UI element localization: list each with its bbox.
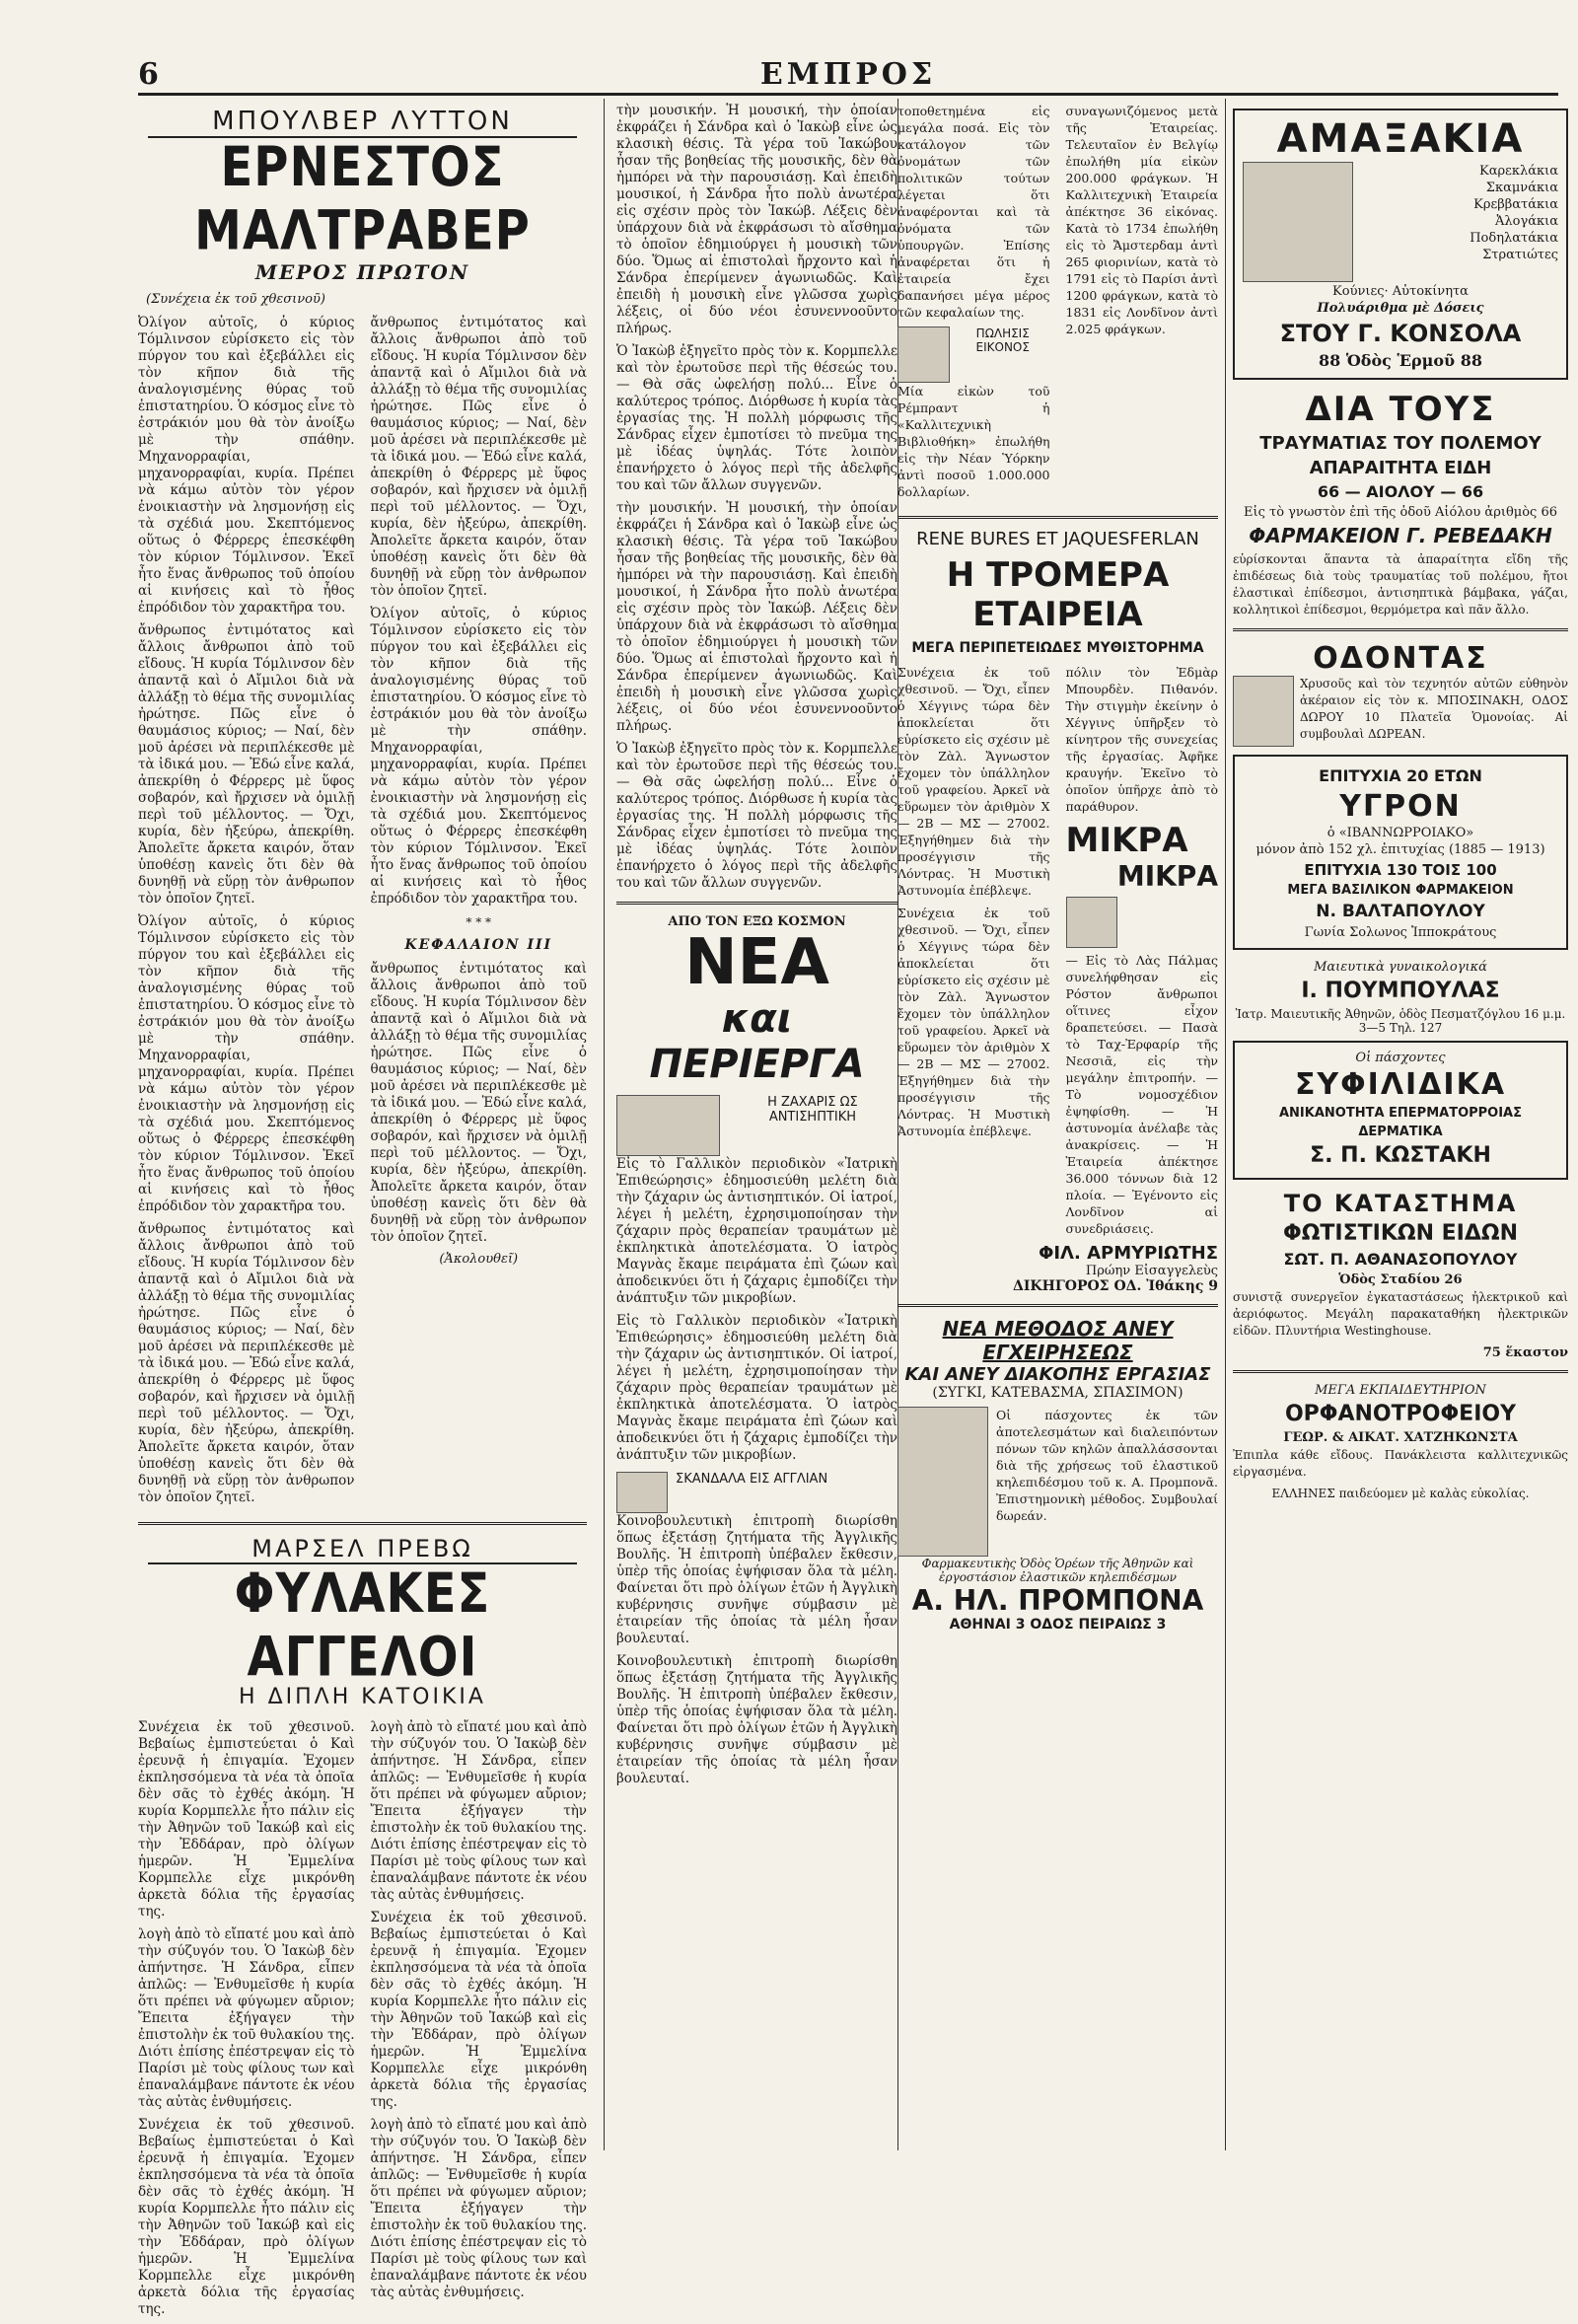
ad-ygron-pharmacy: ΜΕΓΑ ΒΑΣΙΛΙΚΟΝ ΦΑΡΜΑΚΕΙΟΝ [1287, 883, 1514, 898]
ad-item: Ἀλογάκια [1494, 214, 1558, 229]
method-footer: Φαρμακευτικὴς Ὁδὸς Ὁρέων τῆς Ἀθηνῶν καὶ ἐργοστάσιον ἐλαστικῶν κηλεπιδέσμων [921, 1557, 1194, 1584]
ad-syphilis-mid2: ΔΕΡΜΑΤΙΚΑ [1358, 1125, 1443, 1139]
serial2-text: λογὴ ἀπὸ τὸ εἴπατέ μου καὶ ἀπὸ τὴν σύζυγόν του. Ὁ Ἰακὼβ δὲν ἀπήντησε. Ἡ Σάνδρα, εἶπεν ἁπλῶς: — Ἐνθυμεῖσθε ἡ κυρία ὅτι πρέπει νὰ φύγωμεν αὔριον; Ἔπειτα ἐξήγαγεν τὴν ἐπιστολὴν ἐκ τοῦ θυλακίου της. Διότι ἐπίσης ἐπέστρεψαν εἰς τὸ Παρίσι μὲ τοὺς φίλους των καὶ ἐπαναλάμβανε πάντοτε ἐκ νέου τὰς αὐτὰς ἐνθυμήσεις. [370, 1719, 587, 1903]
serial2-text: λογὴ ἀπὸ τὸ εἴπατέ μου καὶ ἀπὸ τὴν σύζυγόν του. Ὁ Ἰακὼβ δὲν ἀπήντησε. Ἡ Σάνδρα, εἶπεν ἁπλῶς: — Ἐνθυμεῖσθε ἡ κυρία ὅτι πρέπει νὰ φύγωμεν αὔριον; Ἔπειτα ἐξήγαγεν τὴν ἐπιστολὴν ἐκ τοῦ θυλακίου της. Διότι ἐπίσης ἐπέστρεψαν εἰς τὸ Παρίσι μὲ τοὺς φίλους των καὶ ἐπαναλάμβανε πάντοτε ἐκ νέου τὰς αὐτὰς ἐνθυμήσεις. [370, 2117, 587, 2300]
chapter-heading: ΚΕΦΑΛΑΙΟΝ ΙΙΙ [404, 937, 553, 953]
article-text: συναγωνιζόμενος μετὰ τῆς Ἑταιρείας. Τελευταῖον ἐν Βελγίῳ ἐπωλήθη μία εἰκὼν 200.000 φράγκων. Ἡ Καλλιτεχνικὴ Ἑταιρεία ἀπέκτησε 36 εἰκόνας. Κατὰ τὸ 1734 ἐπωλήθη εἰς τὸ Ἄμστερδαμ ἀντὶ 265 φιορινίων, κατὰ τὸ 1791 εἰς τὸ Παρίσι ἀντὶ 1200 φράγκων, κατὰ τὸ 1831 εἰς Λονδῖνον ἀντὶ 2.025 φράγκων. [1065, 104, 1218, 336]
ad-trauma-number: 66 — ΑΙΟΛΟΥ — 66 [1317, 482, 1484, 501]
ad-syphilis-title: ΣΥΦΙΛΙΔΙΚΑ [1294, 1067, 1507, 1102]
ad-lighting-title: ΤΟ ΚΑΤΑΣΤΗΜΑ [1283, 1190, 1518, 1217]
ad-ygron-address: Γωνία Σολωνος Ἱπποκράτους [1304, 925, 1497, 940]
serial3-body [897, 664, 1218, 1243]
serial-signoff: (Ἀκολουθεῖ) [439, 1252, 519, 1267]
serial2-text: Συνέχεια ἐκ τοῦ χθεσινοῦ. Βεβαίως ἐμπιστεύεται ὁ Καὶ ἐρευνᾷ ἡ ἐπιγαμία. Ἐχομεν ἐκπλησσόμενα τὰ νέα τὰ ὁποῖα δὲν σᾶς τὸ ἐχθές ἀκόμη. Ἡ κυρία Κορμπελλε ἦτο πάλιν εἰς τὴν Ἀθηνῶν τοῦ Ἰακώβ καὶ εἰς τὴν Ἐδδάραν, πρὸ ὀλίγων ἡμερῶν. Ἡ Ἐμμελίνα Κορμπελλε εἶχε μικρόνθη ἀρκετὰ δόλια τῆς ἐργασίας της. [138, 1719, 355, 1920]
ad-lighting-price: 75 ἕκαστον [1482, 1345, 1568, 1360]
serial2-text: Συνέχεια ἐκ τοῦ χθεσινοῦ. Βεβαίως ἐμπιστεύεται ὁ Καὶ ἐρευνᾷ ἡ ἐπιγαμία. Ἐχομεν ἐκπλησσόμενα τὰ νέα τὰ ὁποῖα δὲν σᾶς τὸ ἐχθές ἀκόμη. Ἡ κυρία Κορμπελλε ἦτο πάλιν εἰς τὴν Ἀθηνῶν τοῦ Ἰακώβ καὶ εἰς τὴν Ἐδδάραν, πρὸ ὀλίγων ἡμερῶν. Ἡ Ἐμμελίνα Κορμπελλε εἶχε μικρόνθη ἀρκετὰ δόλια τῆς ἐργασίας της. [138, 2117, 355, 2317]
newspaper-name: ΕΜΠΡΟΣ [759, 57, 937, 92]
serial3-text: Συνέχεια ἐκ τοῦ χθεσινοῦ. — Ὄχι, εἶπεν ὁ Χέγγινς τώρα δὲν ἀποκλείεται ὅτι εὑρίσκετο εἰς σχέσιν μὲ τὸν Ζὰλ. Ἄγνωστον ἔχομεν τὸν ὑπάλληλον τοῦ γραφείου. Ἀρκεῖ νὰ εὕρωμεν τὸν ἀριθμὸν Χ — 2Β — ΜΣ — 27002. Ἐξηγήθημεν διὰ τὴν προσέγγισιν τῆς Λόντρας. Ἡ Μυστικὴ Ἀστυνομία ἐπέβλεψε. [897, 906, 1050, 1138]
serial-title: ΕΡΝΕΣΤΟΣ ΜΑΛΤΡΑΒΕΡ [194, 135, 531, 263]
sugar-text: Εἰς τὸ Γαλλικὸν περιοδικὸν «Ἰατρικὴ Ἐπιθεώρησις» ἐδημοσιεύθη μελέτη διὰ τὴν ζάχαριν ὡς ἀντισηπτικόν. Οἱ ἰατροί, λέγει ἡ μελέτη, ἐχρησιμοποίησαν τὴν ζάχαριν πρὸς θεραπείαν τραυμάτων μὲ ἐκπληκτικὰ ἀποτελέσματα. Ὁ ἰατρὸς Μαγνὰς ἔκαμε πειράματα ἐπὶ ζώων καὶ ἀποδεικνύει ὅτι ἡ ζάχαρις ἐμποδίζει τὴν ἀνάπτυξιν τῶν μικροβίων. [616, 1156, 897, 1306]
ad-ygron [1233, 755, 1568, 950]
divider [1233, 1370, 1568, 1373]
ad-syphilis-name: Σ. Π. ΚΩΣΤΑΚΗ [1310, 1143, 1491, 1168]
scandal-block [616, 1472, 897, 1513]
ad-orphan-footer: ΕΛΛΗΝΕΣ παιδεύομεν μὲ καλὰς εὐκολίας. [1271, 1487, 1530, 1500]
ad-shop: ΣΤΟΥ Γ. ΚΟΝΣΟΛΑ [1279, 320, 1522, 347]
ad-trauma-title: ΔΙΑ ΤΟΥΣ [1305, 390, 1496, 429]
serial3-subtitle: ΜΕΓΑ ΠΕΡΙΠΕΤΕΙΩΔΕΣ ΜΥΘΙΣΤΟΡΗΜΑ [911, 640, 1204, 656]
method-subtitle: ΚΑΙ ΑΝΕΥ ΔΙΑΚΟΠΗΣ ΕΡΓΑΣΙΑΣ [904, 1364, 1211, 1385]
column-serial-novels [138, 103, 587, 2317]
lawyer-title: Πρώην Εἰσαγγελεὺς [1085, 1264, 1218, 1278]
lawyer-name: ΦΙΛ. ΑΡΜΥΡΙΩΤΗΣ [1039, 1243, 1218, 1264]
serial2-author: ΜΑΡΣΕΛ ΠΡΕΒΩ [148, 1535, 577, 1564]
divider [138, 1522, 587, 1525]
column-news [616, 103, 897, 2142]
page-number: 6 [138, 57, 159, 92]
teeth-illustration [1233, 676, 1294, 747]
ad-orphan-text: Ἐπιπλα κάθε εἴδους. Πανάκλειστα καλλιτεχνικῶς εἰργασμένα. [1233, 1448, 1568, 1479]
mikra-title: ΜΙΚΡΑ [1065, 821, 1188, 860]
ad-teeth-body [1233, 676, 1568, 749]
ad-ygron-top: ΕΠΙΤΥΧΙΑ 20 ΕΤΩΝ [1319, 766, 1482, 785]
ad-amaxakia [1233, 109, 1568, 380]
ad-ygron-pharmacy2: Ν. ΒΑΛΤΑΠΟΥΛΟΥ [1316, 902, 1485, 921]
section-title-nea: ΝΕΑ [684, 926, 829, 999]
ad-orphan-sub: ΓΕΩΡ. & ΑΙΚΑΤ. ΧΑΤΖΗΚΩΝΣΤΑ [1283, 1430, 1518, 1445]
serial-part: ΜΕΡΟΣ ΠΡΩΤΟΝ [254, 260, 470, 284]
article-text: Ὁ Ἰακὼβ ἐξηγεῖτο πρὸς τὸν κ. Κορμπελλε καὶ τὸν ἐρωτοῦσε περὶ τῆς θέσεώς του. — Θὰ σᾶς ὠφελήσῃ πολύ... Εἶνε ὁ καλύτερος τρόπος. Διόρθωσε ἡ κυρία τὰς ἐργασίας της. Ἡ πολλὴ μόρφωσις τῆς Σάνδρας εἶχεν ἐμποτίσει τὸ πνεῦμα της μὲ ἰδέας ὑψηλάς. Τότε λοιπὸν ἐπανήρχετο ὁ λόγος περὶ τῆς ἀδελφῆς του καὶ τῶν ἄλλων συγγενῶν. [616, 343, 897, 493]
paintings-block [897, 327, 1050, 383]
cow-illustration [616, 1095, 720, 1156]
serial-body [138, 315, 587, 1512]
lawyer-address: ΔΙΚΗΓΟΡΟΣ ΟΔ. Ἰθάκης 9 [1013, 1278, 1218, 1294]
rooster-illustration [1066, 897, 1117, 948]
article-text: τοποθετημένα εἰς μεγάλα ποσά. Εἰς τὸν κατάλογον τῶν ὀνομάτων τῶν πολιτικῶν τούτων λέγεται ὅτι ἀναφέρονται καὶ τὰ ὀνόματα τῶν ὑπουργῶν. Ἐπίσης ἀναφέρεται ὅτι ἡ ἐταιρεία ἔχει δαπανήσει μέγα μέρος τῶν κεφαλαίων της. [897, 104, 1050, 320]
sugar-heading: Η ΖΑΧΑΡΙΣ ΩΣ ΑΝΤΙΣΗΠΤΙΚΗ [767, 1095, 858, 1125]
scandal-heading: ΣΚΑΝΔΑΛΑ ΕΙΣ ΑΓΓΛΙΑΝ [676, 1472, 828, 1487]
article-text: τὴν μουσικήν. Ἡ μουσική, τὴν ὁποίαν ἐκφράζει ἡ Σάνδρα καὶ ὁ Ἰακὼβ εἶνε ὡς κλασικὴ θέσις. Τὰ γέρα τοῦ Ἰακώβου ἦσαν τῆς βοηθείας τῆς μουσικῆς, δὲν θὰ ἠμπόρει νὰ τὴν παρουσιάσῃ. Καὶ ἐπειδὴ μουσικοί, ἡ Σάνδρα ἦτο πολὺ ἀνωτέρα εἰς σχέσιν πρὸς τὸν Ἰακώβ. Λέξεις δὲν ὑπάρχουν διὰ νὰ ἐκφράσωσι τὸ αἴσθημα τὸ ὁποῖον ἐδημιούργει ἡ μουσικὴ τῶν δύο. Ὅμως αἱ ἐπιστολαὶ ἤρχοντο καὶ ἡ Σάνδρα ἐπερίμενεν ἀγωνιωδῶς. Καὶ ἐπειδὴ ἡ μουσικὴ εἶνε γλῶσσα χωρὶς λέξεις, οἱ δύο νέοι ἐσυνεννοοῦντο πλήρως. [616, 500, 897, 734]
paintings-text: Μία εἰκὼν τοῦ Ρέμπραντ ἡ «Καλλιτεχνικὴ Βιβλιοθήκη» ἐπωλήθη εἰς τὴν Νέαν Ὑόρκην ἀντὶ ποσοῦ 1.000.000 δολλαρίων. [897, 384, 1050, 499]
serial2-text: Συνέχεια ἐκ τοῦ χθεσινοῦ. Βεβαίως ἐμπιστεύεται ὁ Καὶ ἐρευνᾷ ἡ ἐπιγαμία. Ἐχομεν ἐκπλησσόμενα τὰ νέα τὰ ὁποῖα δὲν σᾶς τὸ ἐχθές ἀκόμη. Ἡ κυρία Κορμπελλε ἦτο πάλιν εἰς τὴν Ἀθηνῶν τοῦ Ἰακώβ καὶ εἰς τὴν Ἐδδάραν, πρὸ ὀλίγων ἡμερῶν. Ἡ Ἐμμελίνα Κορμπελλε εἶχε μικρόνθη ἀρκετὰ δόλια τῆς ἐργασίας της. [370, 1910, 587, 2110]
sheep-illustration [616, 1472, 668, 1513]
divider [1233, 628, 1568, 631]
ad-address: 88 Ὁδὸς Ἑρμοῦ 88 [1319, 351, 1482, 370]
divider [897, 1304, 1218, 1307]
ad-ygron-title: ΥΓΡΟΝ [1339, 789, 1462, 824]
ad-item: Καρεκλάκια [1478, 164, 1558, 179]
ad-doctor-name: Ι. ΠΟΥΜΠΟΥΛΑΣ [1301, 979, 1500, 1003]
serial3-title: Η ΤΡΟΜΕΡΑ ΕΤΑΙΡΕΙΑ [946, 555, 1170, 634]
method-text: Οἱ πάσχοντες ἐκ τῶν ἀποτελεσμάτων καὶ διαλειπόντων πόνων τῶν κηλῶν ἀπαλλάσσονται διὰ τῆς χρήσεως τοῦ ἐλαστικοῦ κηλεπιδέσμου τοῦ κ. Α. Προμπονᾶ. Ἐπιστημονικὴ μέθοδος. Συμβουλαί δωρεάν. [996, 1408, 1218, 1523]
serial2-body [138, 1719, 587, 2324]
ad-doctor-line: Ἰατρ. Μαιευτικῆς Ἀθηνῶν, ὁδὸς Πεσματζόγλου 16 μ.μ. 3—5 Τηλ. 127 [1235, 1007, 1566, 1035]
serial2-title: ΦΥΛΑΚΕΣ ΑΓΓΕΛΟΙ [234, 1561, 491, 1690]
serial-continuation: (Συνέχεια ἐκ τοῦ χθεσινοῦ) [146, 292, 325, 307]
star-separator: * * * [466, 915, 492, 929]
method-name: Α. ΗΛ. ΠΡΟΜΠΟΝΑ [911, 1584, 1204, 1617]
dog-illustration [897, 327, 950, 383]
sugar-text: Εἰς τὸ Γαλλικὸν περιοδικὸν «Ἰατρικὴ Ἐπιθεώρησις» ἐδημοσιεύθη μελέτη διὰ τὴν ζάχαριν ὡς ἀντισηπτικόν. Οἱ ἰατροί, λέγει ἡ μελέτη, ἐχρησιμοποίησαν τὴν ζάχαριν πρὸς θεραπείαν τραυμάτων μὲ ἐκπληκτικὰ ἀποτελέσματα. Ὁ ἰατρὸς Μαγνὰς ἔκαμε πειράματα ἐπὶ ζώων καὶ ἀποδεικνύει ὅτι ἡ ζάχαρις ἐμποδίζει τὴν ἀνάπτυξιν τῶν μικροβίων. [616, 1313, 897, 1463]
serial3-text: Συνέχεια ἐκ τοῦ χθεσινοῦ. — Ὄχι, εἶπεν ὁ Χέγγινς τώρα δὲν ἀποκλείεται ὅτι εὑρίσκετο εἰς σχέσιν μὲ τὸν Ζὰλ. Ἄγνωστον ἔχομεν τὸν ὑπάλληλον τοῦ γραφείου. Ἀρκεῖ νὰ εὕρωμεν τὸν ἀριθμὸν Χ — 2Β — ΜΣ — 27002. Ἐξηγήθημεν διὰ τὴν προσέγγισιν τῆς Λόντρας. Ἡ Μυστικὴ Ἀστυνομία ἐπέβλεψε. [897, 665, 1050, 898]
ad-lighting-address: Ὁδὸς Σταδίου 26 [1338, 1272, 1463, 1287]
column-rule [1225, 99, 1226, 2150]
ad-line: Κούνιες· Αὐτοκίνητα [1332, 284, 1469, 299]
paintings-heading: ΠΩΛΗΣΙΣ ΕΙΚΟΝΟΣ [975, 327, 1030, 354]
ad-doctor-pre: Μαιευτικὰ γυναικολογικά [1314, 960, 1487, 975]
ad-items [1359, 162, 1558, 282]
serial3-author: RENE BURES ET JAQUESFERLAN [916, 529, 1199, 549]
section-title-periega: και ΠΕΡΙΕΡΓΑ [649, 996, 865, 1087]
ad-item: Σκαμνάκια [1485, 181, 1558, 195]
man-illustration [897, 1407, 988, 1557]
top-articles [897, 103, 1218, 506]
page-header [138, 57, 1558, 96]
method-title: ΝΕΑ ΜΕΘΟΔΟΣ ΑΝΕΥ ΕΓΧΕΙΡΗΣΕΩΣ [942, 1317, 1174, 1364]
ad-body [1243, 162, 1558, 282]
serial-text: Ὀλίγον αὐτοῖς, ὁ κύριος Τόμλινσον εὑρίσκετο εἰς τὸν πύργον του καὶ ἐξεβάλλει εἰς τὸν κῆπον διὰ τῆς ἀναλογισμένης θύρας τοῦ ἐπιστατηρίου. Ὁ κόσμος εἶνε τὸ ἐστράκιόν μου θὰ τὸν ἀνοίξω μὲ τὴν σπάθην. Μηχανορραφίαι, μηχανορραφίαι, κυρία. Πρέπει νὰ κάμω αὐτὸν τὸν γέρον ἐνοικιαστὴν νὰ λησμονήσῃ εἰς τὰ σχέδιά μου. Σκεπτόμενος οὕτως ὁ Φέρρερς ἐπεσκέφθη τὸν κύριον Τόμλινσον. Ἐκεῖ ἦτο ἕνας ἄνθρωπος τοῦ ὁποίου αἱ κινήσεις καὶ τὸ ἦθος ἐπρόδιδον τὸν χαρακτῆρα του. [138, 913, 355, 1214]
sugar-block [616, 1095, 897, 1156]
ad-ygron-sub: ὁ «ΙΒΑΝΝΩΡΡΟΙΑΚΟ» [1327, 826, 1474, 840]
serial-text: ἄνθρωπος ἐντιμότατος καὶ ἄλλοις ἄνθρωποι ἀπὸ τοῦ εἴδους. Ἡ κυρία Τόμλινσον δὲν ἀπαντᾷ καὶ ὁ Αἴμιλοι διὰ νὰ ἀλλάξῃ τὸ θέμα τῆς συνομιλίας ἠρώτησε. Πῶς εἶνε ὁ θαυμάσιος κύριος; — Ναί, δὲν μοῦ ἀρέσει νὰ περιπλέκεσθε μὲ τὰ ἰδικά μου. — Ἐδώ εἶνε καλά, ἀπεκρίθη ὁ Φέρρερς μὲ ὕφος σοβαρόν, καὶ ἤρχισεν νὰ ὁμιλῇ περὶ τοῦ μέλλοντος. — Ὄχι, κυρία, δὲν ἠξεύρω, ἀπεκρίθη. Ἀπολεῖτε ἄρκετα καιρόν, ὅταν ὑποθέσῃ κανεὶς ὅτι δὲν θὰ δυνηθῇ νὰ εὕρῃ τὸν ἀνθρωπον τὸν ὁποῖον ζητεῖ. [138, 1221, 355, 1505]
ad-syphilis-pre: Οἱ πάσχοντες [1355, 1051, 1446, 1065]
ad-ygron-text: μόνον ἀπὸ 152 χλ. ἐπιτυχίας (1885 — 1913) [1255, 842, 1545, 857]
method-address: ΑΘΗΝΑΙ 3 ΟΔΟΣ ΠΕΙΡΑΙΩΣ 3 [949, 1617, 1167, 1633]
ad-trauma-sub: ΤΡΑΥΜΑΤΙΑΣ ΤΟΥ ΠΟΛΕΜΟΥ [1259, 433, 1542, 454]
ad-orphan-pre: ΜΕΓΑ ΕΚΠΑΙΔΕΥΤΗΡΙΟΝ [1315, 1383, 1486, 1398]
serial3-text: πόλιν τὸν Ἐδμὰρ Μπουρδὲν. Πιθανόν. Τὴν στιγμὴν ἐκείνην ὁ Χέγγινς ὑπῆρξεν τὸ κίνητρον τῆς συνεχείας τῆς ἐργασίας. Ἀφῆκε κραυγήν. Ἐκεῖνο τὸ ὁποῖον ὑπῆρχε ἀπὸ τὸ παράθυρον. [1065, 665, 1218, 814]
serial-text: Ὀλίγον αὐτοῖς, ὁ κύριος Τόμλινσον εὑρίσκετο εἰς τὸν πύργον του καὶ ἐξεβάλλει εἰς τὸν κῆπον διὰ τῆς ἀναλογισμένης θύρας τοῦ ἐπιστατηρίου. Ὁ κόσμος εἶνε τὸ ἐστράκιόν μου θὰ τὸν ἀνοίξω μὲ τὴν σπάθην. Μηχανορραφίαι, μηχανορραφίαι, κυρία. Πρέπει νὰ κάμω αὐτὸν τὸν γέρον ἐνοικιαστὴν νὰ λησμονήσῃ εἰς τὰ σχέδιά μου. Σκεπτόμενος οὕτως ὁ Φέρρερς ἐπεσκέφθη τὸν κύριον Τόμλινσον. Ἐκεῖ ἦτο ἕνας ἄνθρωπος τοῦ ὁποίου αἱ κινήσεις καὶ τὸ ἦθος ἐπρόδιδον τὸν χαρακτῆρα του. [370, 606, 587, 907]
pram-illustration [1243, 162, 1353, 282]
ad-trauma-sub2: ΑΠΑΡΑΙΤΗΤΑ ΕΙΔΗ [1309, 458, 1492, 478]
ad-ygron-head: ΕΠΙΤΥΧΙΑ 130 ΤΟΙΣ 100 [1304, 861, 1497, 879]
method-subtitle2: (ΣΥΓΚΙ, ΚΑΤΕΒΑΣΜΑ, ΣΠΑΣΙΜΟΝ) [932, 1385, 1184, 1401]
ad-line: Πολυάριθμα μὲ Δόσεις [1317, 301, 1484, 316]
section-kicker: ΑΠΟ ΤΟΝ ΕΞΩ ΚΟΣΜΟΝ [668, 914, 846, 929]
serial-text: ἄνθρωπος ἐντιμότατος καὶ ἄλλοις ἄνθρωποι ἀπὸ τοῦ εἴδους. Ἡ κυρία Τόμλινσον δὲν ἀπαντᾷ καὶ ὁ Αἴμιλοι διὰ νὰ ἀλλάξῃ τὸ θέμα τῆς συνομιλίας ἠρώτησε. Πῶς εἶνε ὁ θαυμάσιος κύριος; — Ναί, δὲν μοῦ ἀρέσει νὰ περιπλέκεσθε μὲ τὰ ἰδικά μου. — Ἐδώ εἶνε καλά, ἀπεκρίθη ὁ Φέρρερς μὲ ὕφος σοβαρόν, καὶ ἤρχισεν νὰ ὁμιλῇ περὶ τοῦ μέλλοντος. — Ὄχι, κυρία, δὲν ἠξεύρω, ἀπεκρίθη. Ἀπολεῖτε ἄρκετα καιρόν, ὅταν ὑποθέσῃ κανεὶς ὅτι δὲν θὰ δυνηθῇ νὰ εὕρῃ τὸν ἀνθρωπον τὸν ὁποῖον ζητεῖ. [370, 315, 587, 599]
ad-lighting-sub: ΦΩΤΙΣΤΙΚΩΝ ΕΙΔΩΝ [1283, 1221, 1518, 1246]
ad-syphilis [1233, 1041, 1568, 1180]
ad-lighting-text: συνιστᾷ συνεργεῖον ἐγκαταστάσεως ἠλεκτρικοῦ καὶ ἀεριόφωτος. Μεγάλη παρακαταθήκη ἠλεκτρικῶν εἰδῶν. Πλυντήρια Westinghouse. [1233, 1290, 1568, 1338]
serial-author: ΜΠΟΥΛΒΕΡ ΛΥΤΤΟΝ [148, 107, 577, 138]
ad-lighting-name: ΣΩΤ. Π. ΑΘΑΝΑΣΟΠΟΥΛΟΥ [1283, 1250, 1518, 1269]
divider [897, 516, 1218, 519]
serial-text: ἄνθρωπος ἐντιμότατος καὶ ἄλλοις ἄνθρωποι ἀπὸ τοῦ εἴδους. Ἡ κυρία Τόμλινσον δὲν ἀπαντᾷ καὶ ὁ Αἴμιλοι διὰ νὰ ἀλλάξῃ τὸ θέμα τῆς συνομιλίας ἠρώτησε. Πῶς εἶνε ὁ θαυμάσιος κύριος; — Ναί, δὲν μοῦ ἀρέσει νὰ περιπλέκεσθε μὲ τὰ ἰδικά μου. — Ἐδώ εἶνε καλά, ἀπεκρίθη ὁ Φέρρερς μὲ ὕφος σοβαρόν, καὶ ἤρχισεν νὰ ὁμιλῇ περὶ τοῦ μέλλοντος. — Ὄχι, κυρία, δὲν ἠξεύρω, ἀπεκρίθη. Ἀπολεῖτε ἄρκετα καιρόν, ὅταν ὑποθέσῃ κανεὶς ὅτι δὲν θὰ δυνηθῇ νὰ εὕρῃ τὸν ἀνθρωπον τὸν ὁποῖον ζητεῖ. [138, 622, 355, 907]
ad-trauma-line: Εἰς τὸ γνωστὸν ἐπὶ τῆς ὁδοῦ Αἰόλου ἀριθμὸς 66 [1244, 505, 1557, 520]
ad-trauma-pharmacy: ΦΑΡΜΑΚΕΙΟΝ Γ. ΡΕΒΕΔΑΚΗ [1249, 524, 1552, 547]
ad-teeth-text: Χρυσοῦς καὶ τὸν τεχνητόν αὐτῶν εὐθηνὸν ἀκέραιον εἰς τὸν κ. ΜΠΟΣΙΝΑΚΗ, ΟΔΟΣ ΔΩΡΟΥ 10 Πλατεῖα Ὁμονοίας. Αἱ συμβουλαὶ ΔΩΡΕΑΝ. [1300, 677, 1568, 741]
column-rule [604, 99, 605, 2150]
ad-title: ΑΜΑΞΑΚΙΑ [1276, 116, 1525, 162]
mikra-text: — Εἰς τὸ Λὰς Πάλμας συνελήφθησαν εἰς Ρόστον ἄνθρωποι οἵτινες εἶχον δραπετεύσει. — Πασὰ τὸ Ταχ-Ἐρφαρίρ τῆς Νεσσιᾶ, εἰς τὴν μεγάλην ἐπιτροπήν. — Τὸ νομοσχέδιον ἐψηφίσθη. — Ἡ ἀστυνομία ἀνέλαβε τὰς ἀνακρίσεις. — Ἡ Ἑταιρεία ἀπέκτησε 36.000 τόννων διὰ 12 πλοία. — Ἐγένοντο εἰς Λονδῖνον αἱ συνεδριάσεις. [1065, 953, 1218, 1236]
column-serial-ads [897, 103, 1218, 2142]
article-text: Ὁ Ἰακὼβ ἐξηγεῖτο πρὸς τὸν κ. Κορμπελλε καὶ τὸν ἐρωτοῦσε περὶ τῆς θέσεώς του. — Θὰ σᾶς ὠφελήσῃ πολύ... Εἶνε ὁ καλύτερος τρόπος. Διόρθωσε ἡ κυρία τὰς ἐργασίας της. Ἡ πολλὴ μόρφωσις τῆς Σάνδρας εἶχεν ἐμποτίσει τὸ πνεῦμα της μὲ ἰδέας ὑψηλάς. Τότε λοιπὸν ἐπανήρχετο ὁ λόγος περὶ τῆς ἀδελφῆς του καὶ τῶν ἄλλων συγγενῶν. [616, 741, 897, 891]
article-text: τὴν μουσικήν. Ἡ μουσική, τὴν ὁποίαν ἐκφράζει ἡ Σάνδρα καὶ ὁ Ἰακὼβ εἶνε ὡς κλασικὴ θέσις. Τὰ γέρα τοῦ Ἰακώβου ἦσαν τῆς βοηθείας τῆς μουσικῆς, δὲν θὰ ἠμπόρει νὰ τὴν παρουσιάσῃ. Καὶ ἐπειδὴ μουσικοί, ἡ Σάνδρα ἦτο πολὺ ἀνωτέρα εἰς σχέσιν πρὸς τὸν Ἰακώβ. Λέξεις δὲν ὑπάρχουν διὰ νὰ ἐκφράσωσι τὸ αἴσθημα τὸ ὁποῖον ἐδημιούργει ἡ μουσικὴ τῶν δύο. Ὅμως αἱ ἐπιστολαὶ ἤρχοντο καὶ ἡ Σάνδρα ἐπερίμενεν ἀγωνιωδῶς. Καὶ ἐπειδὴ ἡ μουσικὴ εἶνε γλῶσσα χωρὶς λέξεις, οἱ δύο νέοι ἐσυνεννοοῦντο πλήρως. [616, 103, 897, 336]
serial-text: Ὀλίγον αὐτοῖς, ὁ κύριος Τόμλινσον εὑρίσκετο εἰς τὸν πύργον του καὶ ἐξεβάλλει εἰς τὸν κῆπον διὰ τῆς ἀναλογισμένης θύρας τοῦ ἐπιστατηρίου. Ὁ κόσμος εἶνε τὸ ἐστράκιόν μου θὰ τὸν ἀνοίξω μὲ τὴν σπάθην. Μηχανορραφίαι, μηχανορραφίαι, κυρία. Πρέπει νὰ κάμω αὐτὸν τὸν γέρον ἐνοικιαστὴν νὰ λησμονήσῃ εἰς τὰ σχέδιά μου. Σκεπτόμενος οὕτως ὁ Φέρρερς ἐπεσκέφθη τὸν κύριον Τόμλινσον. Ἐκεῖ ἦτο ἕνας ἄνθρωπος τοῦ ὁποίου αἱ κινήσεις καὶ τὸ ἦθος ἐπρόδιδον τὸν χαρακτῆρα του. [138, 315, 355, 616]
divider [616, 902, 897, 905]
serial2-text: λογὴ ἀπὸ τὸ εἴπατέ μου καὶ ἀπὸ τὴν σύζυγόν του. Ὁ Ἰακὼβ δὲν ἀπήντησε. Ἡ Σάνδρα, εἶπεν ἁπλῶς: — Ἐνθυμεῖσθε ἡ κυρία ὅτι πρέπει νὰ φύγωμεν αὔριον; Ἔπειτα ἐξήγαγεν τὴν ἐπιστολὴν ἐκ τοῦ θυλακίου της. Διότι ἐπίσης ἐπέστρεψαν εἰς τὸ Παρίσι μὲ τοὺς φίλους των καὶ ἐπαναλάμβανε πάντοτε ἐκ νέου τὰς αὐτὰς ἐνθυμήσεις. [138, 1926, 355, 2110]
ad-item: Ποδηλατάκια [1470, 231, 1558, 246]
column-advertisements [1233, 103, 1568, 2142]
ad-orphan-title: ΟΡΦΑΝΟΤΡΟΦΕΙΟΥ [1284, 1402, 1517, 1426]
scandal-text: Κοινοβουλευτικὴ ἐπιτροπὴ διωρίσθη ὅπως ἐξετάσῃ ζητήματα τῆς Ἀγγλικῆς Βουλῆς. Ἡ ἐπιτροπὴ ὑπέβαλεν ἔκθεσιν, ὑπὲρ τῆς ὁποίας ἐψήφισαν ὅλα τὰ μέλη. Φαίνεται ὅτι πρὸ ὀλίγων ἐτῶν ἡ Ἀγγλικὴ κυβέρνησις συνῆψε σύμβασιν μὲ ἑταιρείαν τῆς ὁποίας τὰ μέλη ἦσαν βουλευταί. [616, 1653, 897, 1786]
ad-teeth-title: ΟΔΟΝΤΑΣ [1313, 641, 1488, 676]
serial-text: ἄνθρωπος ἐντιμότατος καὶ ἄλλοις ἄνθρωποι ἀπὸ τοῦ εἴδους. Ἡ κυρία Τόμλινσον δὲν ἀπαντᾷ καὶ ὁ Αἴμιλοι διὰ νὰ ἀλλάξῃ τὸ θέμα τῆς συνομιλίας ἠρώτησε. Πῶς εἶνε ὁ θαυμάσιος κύριος; — Ναί, δὲν μοῦ ἀρέσει νὰ περιπλέκεσθε μὲ τὰ ἰδικά μου. — Ἐδώ εἶνε καλά, ἀπεκρίθη ὁ Φέρρερς μὲ ὕφος σοβαρόν, καὶ ἤρχισεν νὰ ὁμιλῇ περὶ τοῦ μέλλοντος. — Ὄχι, κυρία, δὲν ἠξεύρω, ἀπεκρίθη. Ἀπολεῖτε ἄρκετα καιρόν, ὅταν ὑποθέσῃ κανεὶς ὅτι δὲν θὰ δυνηθῇ νὰ εὕρῃ τὸν ἀνθρωπον τὸν ὁποῖον ζητεῖ. [370, 961, 587, 1245]
serial2-subtitle: Η ΔΙΠΛΗ ΚΑΤΟΙΚΙΑ [239, 1685, 486, 1709]
ad-trauma-text: εὑρίσκονται ἅπαντα τὰ ἀπαραίτητα εἴδη τῆς ἐπιδέσεως διὰ τοὺς τραυματίας τοῦ πολέμου, ἤτοι ἐλαστικαὶ ἐπίδεσμοι, ἀντισηπτικὰ βάμβακα, γάζαι, κολλητικοὶ ἐπίδεσμοι, θερμόμετρα καὶ πᾶν ἄλλο. [1233, 552, 1568, 617]
mikra-subtitle: ΜΙΚΡΑ [1116, 860, 1218, 893]
ad-item: Κρεββατάκια [1473, 197, 1558, 212]
method-body [897, 1407, 1218, 1557]
ad-syphilis-mid: ΑΝΙΚΑΝΟΤΗΤΑ ΕΠΕΡΜΑΤΟΡΡΟΙΑΣ [1278, 1106, 1523, 1121]
ad-item: Στρατιώτες [1482, 248, 1558, 262]
scandal-text: Κοινοβουλευτικὴ ἐπιτροπὴ διωρίσθη ὅπως ἐξετάσῃ ζητήματα τῆς Ἀγγλικῆς Βουλῆς. Ἡ ἐπιτροπὴ ὑπέβαλεν ἔκθεσιν, ὑπὲρ τῆς ὁποίας ἐψήφισαν ὅλα τὰ μέλη. Φαίνεται ὅτι πρὸ ὀλίγων ἐτῶν ἡ Ἀγγλικὴ κυβέρνησις συνῆψε σύμβασιν μὲ ἑταιρείαν τῆς ὁποίας τὰ μέλη ἦσαν βουλευταί. [616, 1513, 897, 1646]
